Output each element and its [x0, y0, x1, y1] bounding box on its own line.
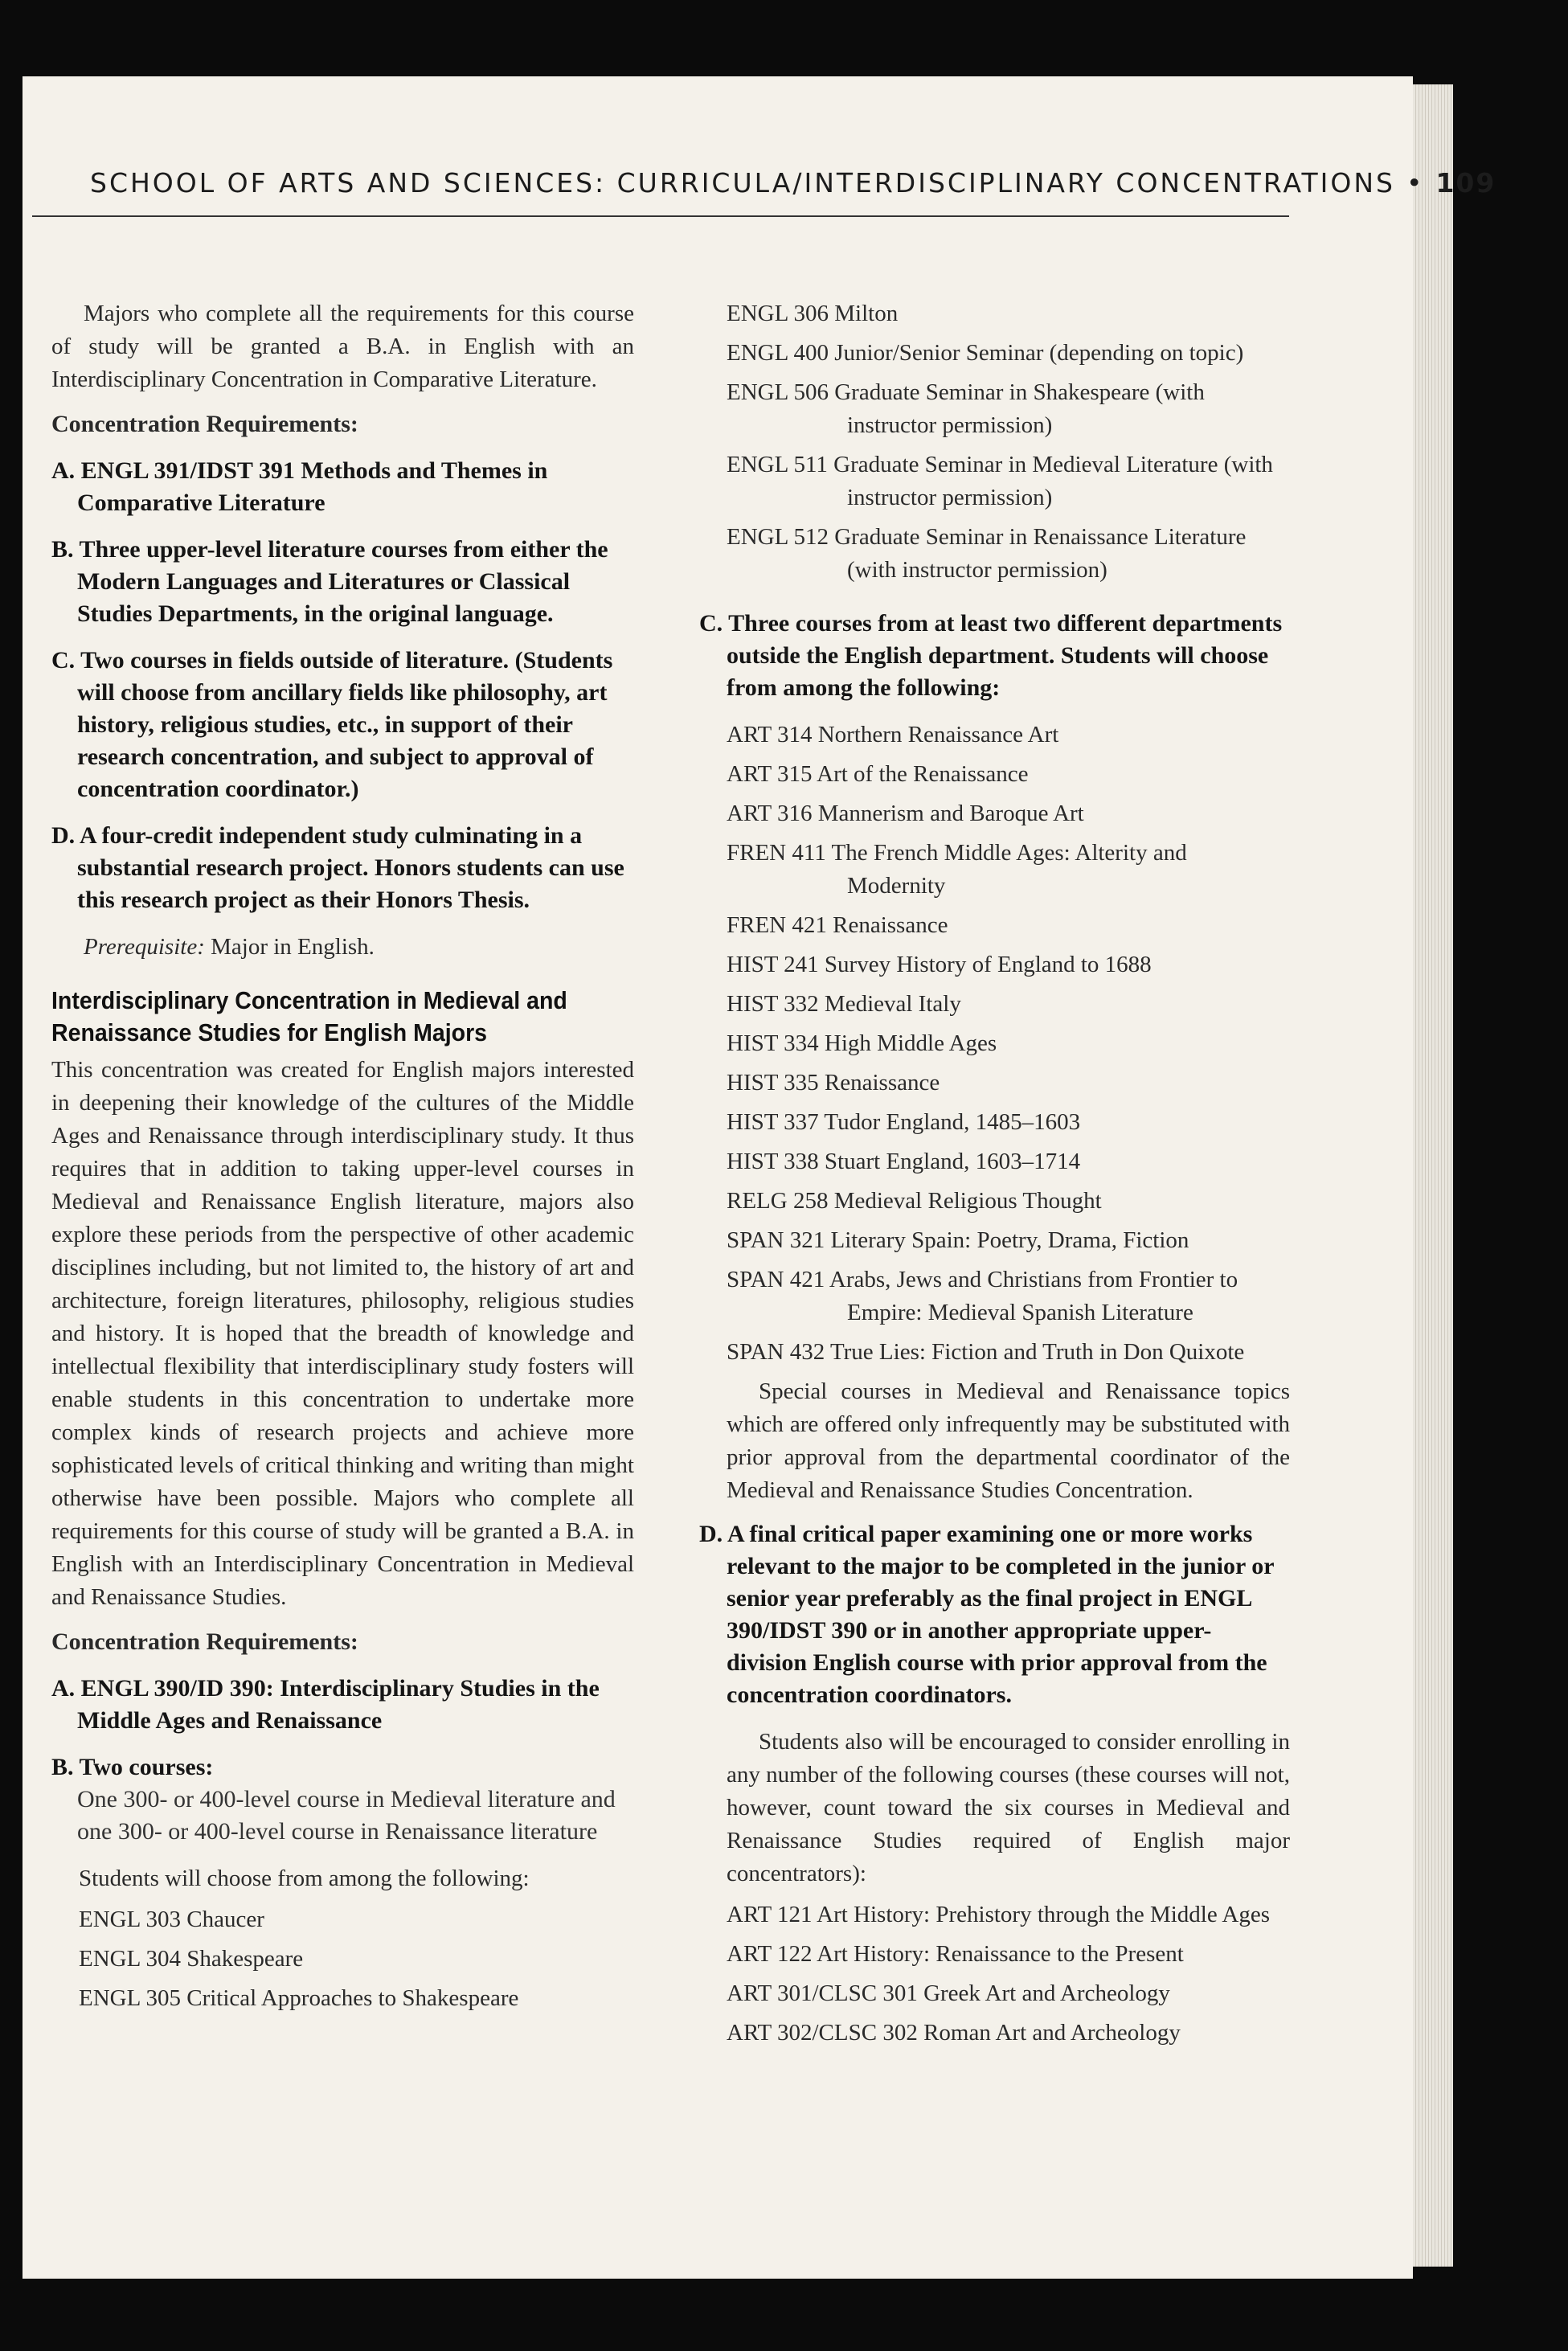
- intro-paragraph: Majors who complete all the requirements for this course of study will be granted a B.A. in English with an Interdisciplinary Concentration in Comparative Literature.: [51, 301, 634, 392]
- requirements-title-2: Concentration Requirements:: [51, 1628, 358, 1655]
- course-item: ART 122 Art History: Renaissance to the Present: [727, 1941, 1184, 1967]
- course-item: RELG 258 Medieval Religious Thought: [727, 1188, 1102, 1214]
- requirement2-b-detail: One 300- or 400-level course in Medieval literature and one 300- or 400-level course in Renaissance literature: [77, 1786, 616, 1845]
- encourage-text: Students also will be encouraged to consider enrolling in any number of the following courses (these courses will not, however, count toward the six courses in Medieval and Renaissance Studies required of English major concentrators):: [727, 1729, 1290, 1886]
- course-item: ART 301/CLSC 301 Greek Art and Archeology: [727, 1980, 1170, 2006]
- requirement2-c: C. Three courses from at least two different departments outside the English department. Students will choose from among the following:: [699, 610, 1283, 701]
- right-column: [699, 297, 1290, 2056]
- requirement-d: D. A four-credit independent study culminating in a substantial research project. Honors students can use this research project as their Honors Thesis.: [51, 822, 624, 913]
- course-item: HIST 241 Survey History of England to 1688: [727, 952, 1152, 977]
- course-item: HIST 337 Tudor England, 1485–1603: [727, 1109, 1081, 1135]
- course-item: ART 121 Art History: Prehistory through the Middle Ages: [727, 1902, 1270, 1927]
- course-item: HIST 335 Renaissance: [727, 1070, 940, 1096]
- course-item: ART 302/CLSC 302 Roman Art and Archeology: [727, 2020, 1181, 2046]
- course-item: HIST 334 High Middle Ages: [727, 1030, 997, 1056]
- left-column: [51, 297, 634, 2021]
- course-item: HIST 332 Medieval Italy: [727, 991, 961, 1017]
- header-bullet: •: [1406, 167, 1425, 199]
- requirement-c: C. Two courses in fields outside of literature. (Students will choose from ancillary fields like philosophy, art history, religious studies, etc., in support of their research concentration, and subject to approval of concentration coordinator.): [51, 647, 613, 802]
- course-item: FREN 411 The French Middle Ages: Alterity and Modernity: [727, 840, 1187, 899]
- course-item: ENGL 306 Milton: [727, 301, 899, 326]
- requirement2-b: [51, 1751, 634, 1848]
- requirement-a: A. ENGL 391/IDST 391 Methods and Themes in Comparative Literature: [51, 457, 548, 516]
- special-courses-text: Special courses in Medieval and Renaissance topics which are offered only infrequently may be substituted with prior approval from the departmental coordinator of the Medieval and Renaissance Studies Concentration.: [727, 1378, 1290, 1503]
- choose-text: Students will choose from among the following:: [79, 1866, 530, 1891]
- page-edge: [1413, 84, 1453, 2267]
- course-item: ART 314 Northern Renaissance Art: [727, 722, 1059, 747]
- course-item: ENGL 512 Graduate Seminar in Renaissance Literature (with instructor permission): [727, 524, 1247, 583]
- requirement2-b-label: B. Two courses:: [51, 1754, 214, 1780]
- page-number: 109: [1435, 167, 1496, 199]
- section-body: This concentration was created for English majors interested in deepening their knowledge of the cultures of the Middle Ages and Renaissance through interdisciplinary study. It thus requires that in addition to taking upper-level courses in Medieval and Renaissance English literature, majors also explore these periods from the perspective of other academic disciplines including, but not limited to, the history of art and architecture, foreign literatures, philosophy, religious studies and history. It is hoped that the breadth of knowledge and intellectual flexibility that interdisciplinary study fosters will enable students in this concentration to undertake more complex kinds of research projects and achieve more sophisticated levels of critical thinking and writing than might otherwise have been possible. Majors who complete all requirements for this course of study will be granted a B.A. in English with an Interdisciplinary Concentration in Medieval and Renaissance Studies.: [51, 1057, 634, 1610]
- prerequisite: [51, 931, 634, 964]
- course-item: SPAN 421 Arabs, Jews and Christians from Frontier to Empire: Medieval Spanish Literature: [727, 1267, 1238, 1325]
- header-rule: [32, 215, 1289, 217]
- prerequisite-value: Major in English.: [211, 934, 375, 960]
- course-item: SPAN 321 Literary Spain: Poetry, Drama, Fiction: [727, 1227, 1189, 1253]
- course-item: ENGL 305 Critical Approaches to Shakespeare: [79, 1985, 519, 2011]
- course-item: ART 316 Mannerism and Baroque Art: [727, 801, 1084, 826]
- requirement2-a: A. ENGL 390/ID 390: Interdisciplinary Studies in the Middle Ages and Renaissance: [51, 1675, 600, 1734]
- requirements-title: Concentration Requirements:: [51, 411, 358, 437]
- running-header: [90, 167, 1496, 199]
- course-item: HIST 338 Stuart England, 1603–1714: [727, 1149, 1081, 1174]
- course-item: FREN 421 Renaissance: [727, 912, 948, 938]
- header-title: SCHOOL OF ARTS AND SCIENCES: CURRICULA/INTERDISCIPLINARY CONCENTRATIONS: [90, 167, 1395, 199]
- course-item: ART 315 Art of the Renaissance: [727, 761, 1029, 787]
- course-item: SPAN 432 True Lies: Fiction and Truth in Don Quixote: [727, 1339, 1245, 1365]
- section-heading: Interdisciplinary Concentration in Medieval and Renaissance Studies for English Majors: [51, 986, 567, 1046]
- requirement2-d: D. A final critical paper examining one or more works relevant to the major to be completed in the junior or senior year preferably as the final project in ENGL 390/IDST 390 or in another appropriate upper-division English course with prior approval from the concentration coordinators.: [699, 1521, 1275, 1708]
- course-item: ENGL 304 Shakespeare: [79, 1946, 304, 1972]
- course-item: ENGL 303 Chaucer: [79, 1907, 264, 1932]
- course-item: ENGL 511 Graduate Seminar in Medieval Literature (with instructor permission): [727, 452, 1273, 510]
- requirement-b: B. Three upper-level literature courses from either the Modern Languages and Literatures or Classical Studies Departments, in the original language.: [51, 536, 608, 627]
- prerequisite-label: Prerequisite:: [84, 934, 205, 960]
- course-item: ENGL 506 Graduate Seminar in Shakespeare (with instructor permission): [727, 379, 1205, 438]
- course-item: ENGL 400 Junior/Senior Seminar (depending on topic): [727, 340, 1244, 366]
